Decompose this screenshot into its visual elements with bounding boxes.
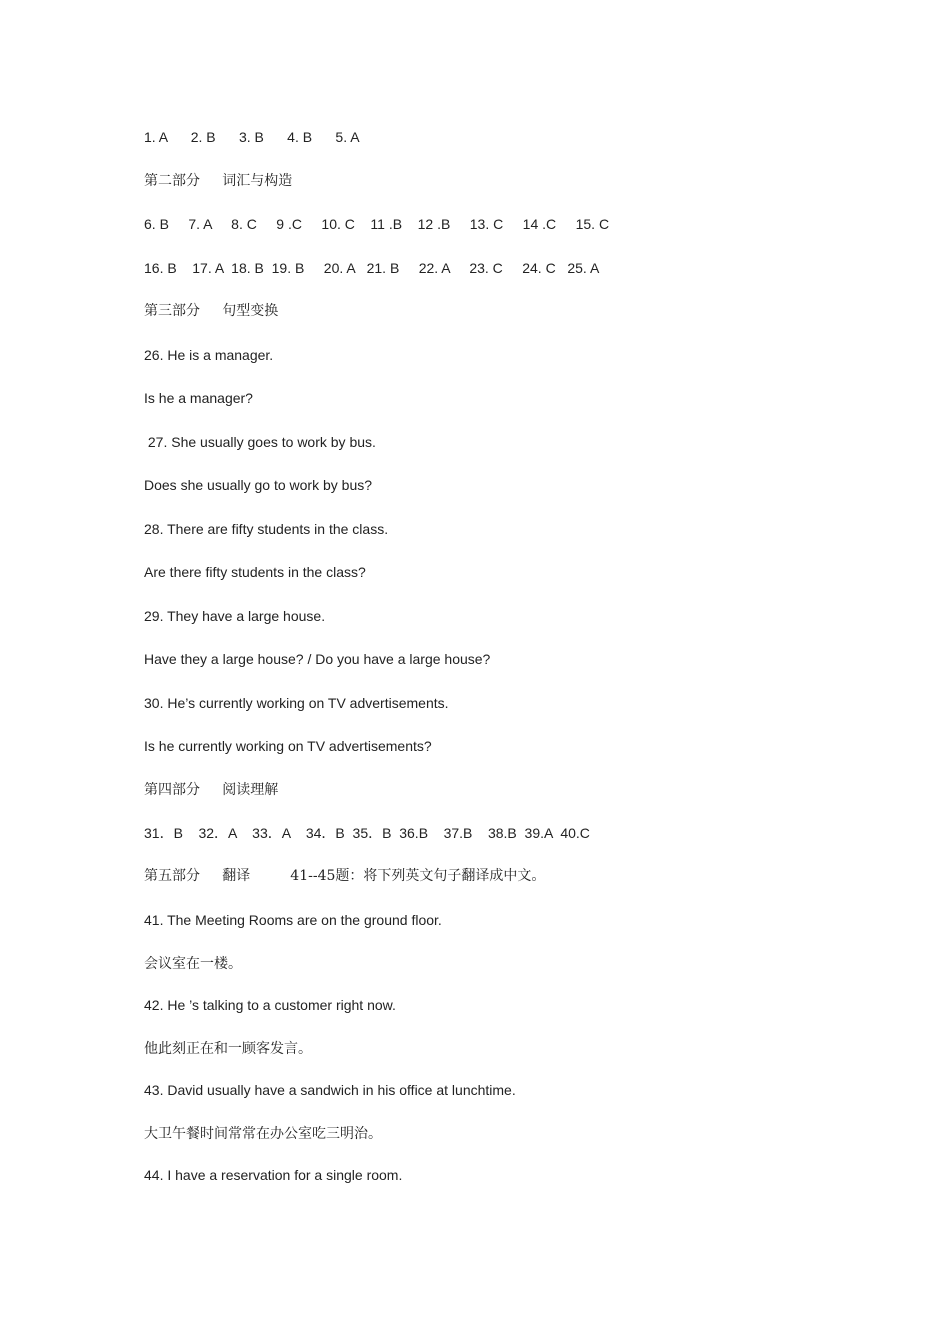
q43-sentence: 43. David usually have a sandwich in his office at lunchtime. xyxy=(144,1082,516,1098)
q29-statement: 29. They have a large house. xyxy=(144,608,326,624)
q27-answer: Does she usually go to work by bus? xyxy=(144,477,373,493)
answers-31-40: 31．B 32．A 33．A 34．B 35．B 36.B 37.B 38.B 39.A 40.C xyxy=(144,825,590,841)
q27-statement: 27. She usually goes to work by bus. xyxy=(144,434,376,450)
section-4-heading: 第四部分 阅读理解 xyxy=(144,782,279,798)
section-2-heading: 第二部分 词汇与构造 xyxy=(144,173,293,189)
q42-sentence: 42. He ’s talking to a customer right now. xyxy=(144,997,396,1013)
q43-translation: 大卫午餐时间常常在办公室吃三明治。 xyxy=(144,1126,382,1142)
q28-statement: 28. There are fifty students in the class. xyxy=(144,521,389,537)
answers-16-25: 16. B 17. A 18. B 19. B 20. A 21. B 22. A 23. C 24. C 25. A xyxy=(144,260,600,276)
q41-sentence: 41. The Meeting Rooms are on the ground floor. xyxy=(144,912,442,928)
answers-1-5: 1. A 2. B 3. B 4. B 5. A xyxy=(144,129,360,145)
answers-6-15: 6. B 7. A 8. C 9 .C 10. C 11 .B 12 .B 13. C 14 .C 15. C xyxy=(144,216,610,232)
q30-statement: 30. He’s currently working on TV advertisements. xyxy=(144,695,449,711)
q29-answer: Have they a large house? / Do you have a large house? xyxy=(144,651,491,667)
q26-answer: Is he a manager? xyxy=(144,390,253,406)
section-5-heading: 第五部分 翻译 41--45题：将下列英文句子翻译成中文。 xyxy=(144,868,546,884)
q41-translation: 会议室在一楼。 xyxy=(144,956,242,972)
q28-answer: Are there fifty students in the class? xyxy=(144,564,366,580)
section-3-heading: 第三部分 句型变换 xyxy=(144,303,279,319)
q44-sentence: 44. I have a reservation for a single room. xyxy=(144,1167,403,1183)
q30-answer: Is he currently working on TV advertisements? xyxy=(144,738,432,754)
q26-statement: 26. He is a manager. xyxy=(144,347,274,363)
q42-translation: 他此刻正在和一顾客发言。 xyxy=(144,1041,312,1057)
